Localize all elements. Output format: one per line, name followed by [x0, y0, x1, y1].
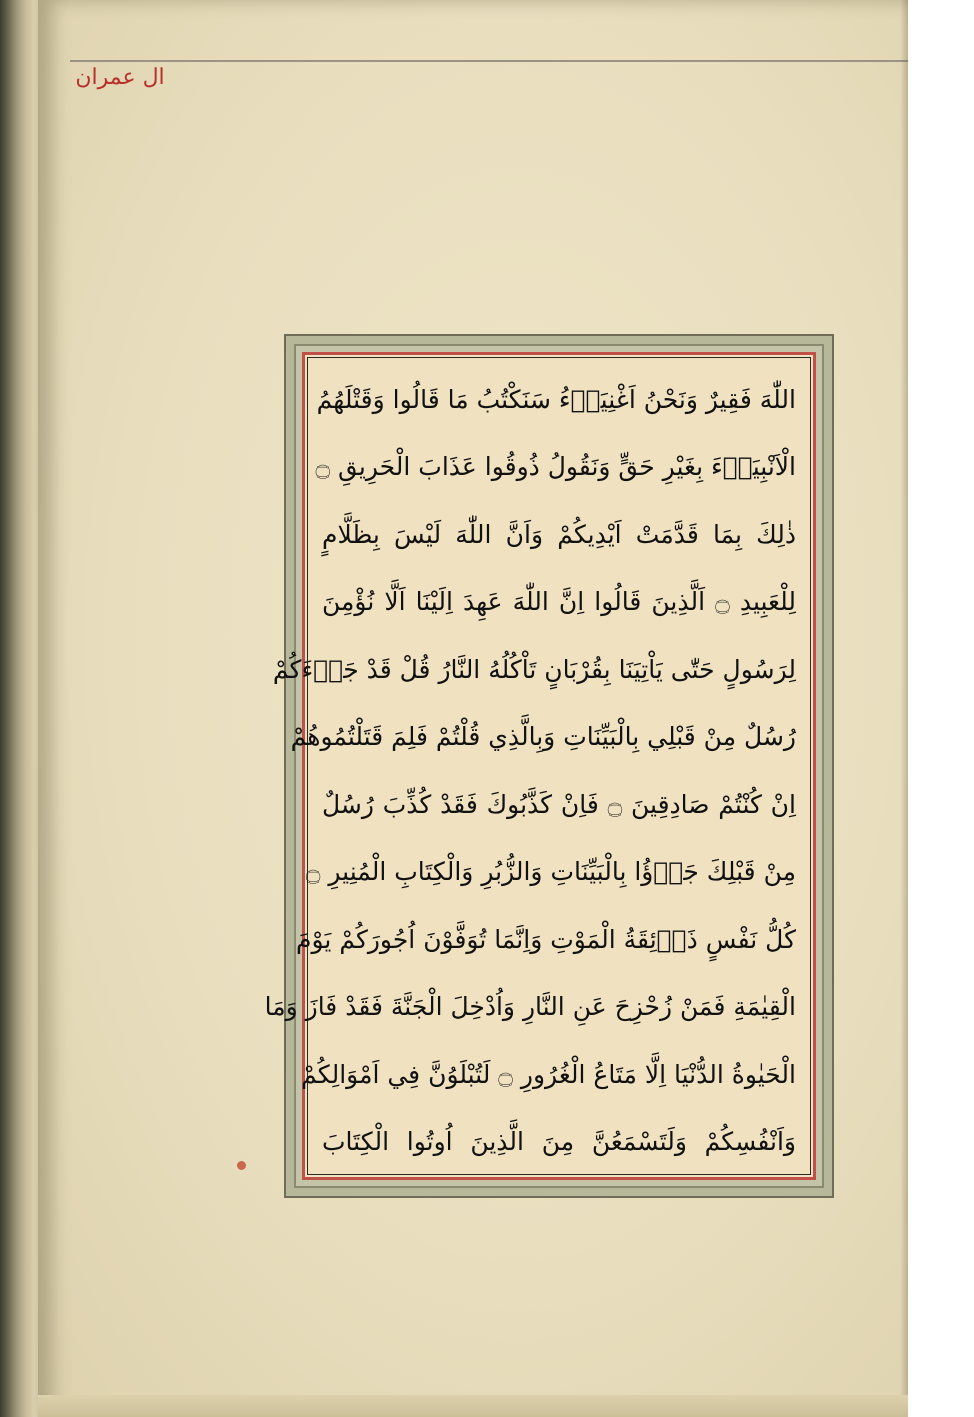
text-line-10: الْقِيٰمَةِ فَمَنْ زُحْزِحَ عَنِ النَّارِ وَاُدْخِلَ الْجَنَّةَ فَقَدْ فَازَ وَمَا: [264, 992, 796, 1022]
text-line-7: اِنْ كُنْتُمْ صَادِقِينَ ۝ فَاِنْ كَذَّبُوكَ فَقَدْ كُذِّبَ رُسُلٌ: [322, 789, 796, 819]
right-margin-shadow: [900, 0, 908, 1417]
page-top-rule: [70, 60, 908, 62]
text-block: [264, 357, 811, 1175]
book-page-stack-edge: [0, 0, 40, 1417]
text-line-2: الْاَنْبِيَاۤءَ بِغَيْرِ حَقٍّ وَنَقُولُ ذُوقُوا عَذَابَ الْحَرِيقِ ۝: [315, 452, 796, 482]
text-line-11: الْحَيٰوةُ الدُّنْيَا اِلَّا مَتَاعُ الْغُرُورِ ۝ لَتُبْلَوُنَّ فِي اَمْوَالِكُمْ: [301, 1059, 796, 1089]
ink-spot: [237, 1161, 246, 1170]
text-line-9: كُلُّ نَفْسٍ ذَاۤئِقَةُ الْمَوْتِ وَاِنَّمَا تُوَفَّوْنَ اُجُورَكُمْ يَوْمَ: [296, 924, 796, 954]
sura-header: ال عمران: [75, 65, 165, 90]
text-line-4: لِلْعَبِيدِ ۝ اَلَّذِينَ قَالُوا اِنَّ اللّٰهَ عَهِدَ اِلَيْنَا اَلَّا نُؤْمِنَ: [322, 587, 796, 617]
text-frame: [264, 334, 834, 1198]
page-bottom-edge: [38, 1395, 908, 1417]
text-line-12: وَاَنْفُسِكُمْ وَلَتَسْمَعُنَّ مِنَ الَّذِينَ اُوتُوا الْكِتَابَ: [322, 1126, 796, 1156]
frame-inner-band: [264, 344, 824, 1188]
text-line-8: مِنْ قَبْلِكَ جَاۤؤُا بِالْبَيِّنَاتِ وَالزُّبُرِ وَالْكِتَابِ الْمُنِيرِ ۝: [305, 857, 796, 887]
text-line-1: اللّٰهَ فَقِيرٌ وَنَحْنُ اَغْنِيَاۤءُ سَنَكْتُبُ مَا قَالُوا وَقَتْلَهُمُ: [316, 385, 796, 414]
text-line-3: ذٰلِكَ بِمَا قَدَّمَتْ اَيْدِيكُمْ وَاَنَّ اللّٰهَ لَيْسَ بِظَلَّامٍ: [322, 519, 796, 549]
frame-red-rule: [264, 352, 816, 1180]
text-line-5: لِرَسُولٍ حَتّٰى يَاْتِيَنَا بِقُرْبَانٍ تَاْكُلُهُ النَّارُ قُلْ قَدْ جَاۤءَكُمْ: [272, 654, 796, 684]
text-line-6: رُسُلٌ مِنْ قَبْلِي بِالْبَيِّنَاتِ وَبِالَّذِي قُلْتُمْ فَلِمَ قَتَلْتُمُوهُمْ: [290, 722, 796, 752]
